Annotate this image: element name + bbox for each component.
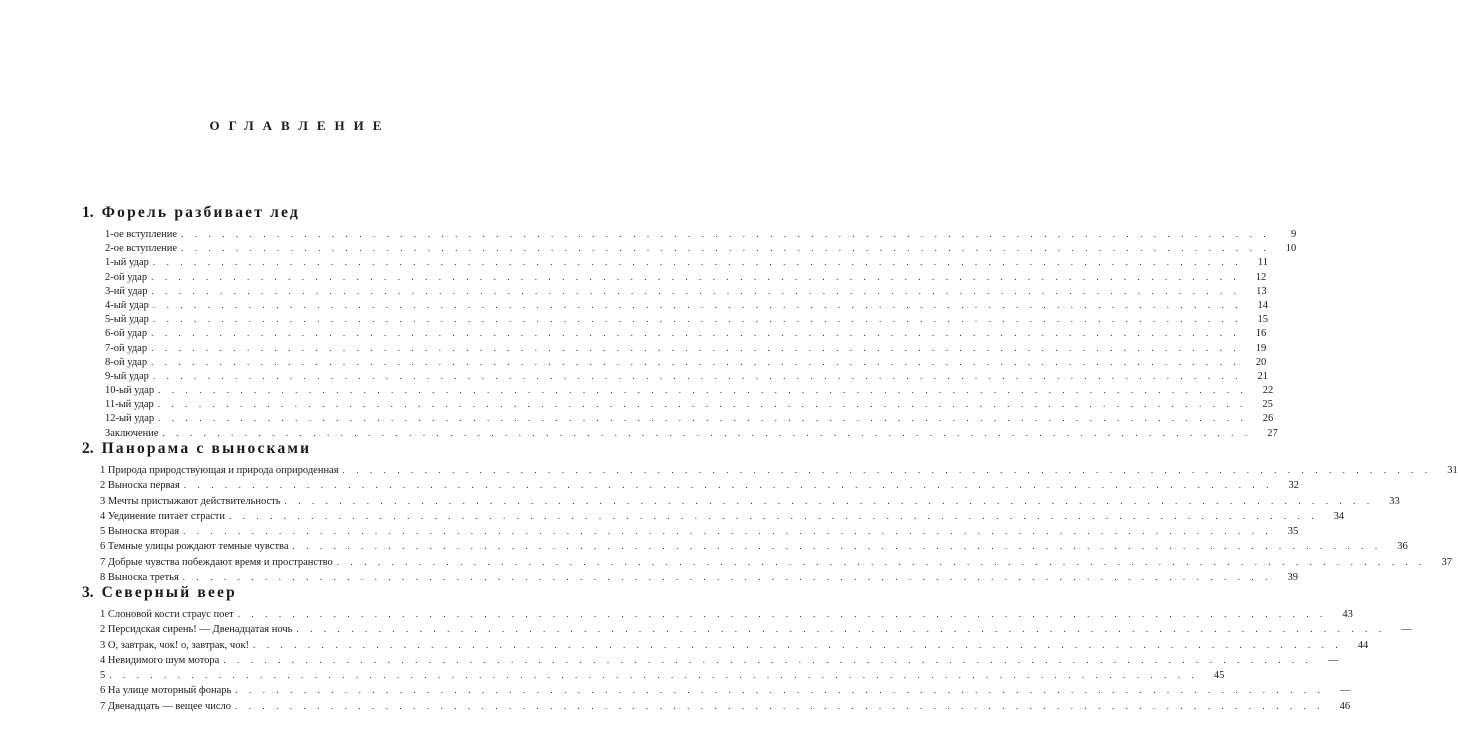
dot-leader: . . . . . . . . . . . . . . . . . . . . . . . . . . . . . . . . . . . . . . . . . . . . . . . . . . . . . . . . . . . . . . . . . . . . . . . . . . . . . . . . [253, 639, 1343, 650]
toc-entry[interactable] [105, 341, 1267, 355]
entry-page-number: 21 [1257, 370, 1269, 382]
dot-leader: . . . . . . . . . . . . . . . . . . . . . . . . . . . . . . . . . . . . . . . . . . . . . . . . . . . . . . . . . . . . . . . . . . . . . . . . . . . . . . . . [182, 572, 1272, 583]
section-entries [105, 227, 1297, 440]
toc-entry[interactable] [100, 699, 1351, 714]
toc-entry[interactable] [105, 326, 1267, 340]
toc-entry[interactable] [105, 383, 1274, 397]
entry-page-number: 27 [1267, 427, 1278, 439]
toc-entry[interactable] [100, 478, 1299, 493]
entry-page-number: 36 [1397, 541, 1408, 553]
entry-label: 7 Добрые чувства побеждают время и пространство [100, 556, 333, 568]
toc-entry[interactable] [100, 622, 1412, 637]
entry-page-number: 26 [1262, 413, 1274, 425]
dot-leader: . . . . . . . . . . . . . . . . . . . . . . . . . . . . . . . . . . . . . . . . . . . . . . . . . . . . . . . . . . . . . . . . . . . . . . . . . . . . . . . . [151, 328, 1241, 339]
entry-label: 8 Выноска третья [100, 572, 179, 584]
toc-entry[interactable] [100, 463, 1458, 478]
toc-entry[interactable] [105, 312, 1269, 326]
toc-entry[interactable] [100, 683, 1351, 698]
entry-page-number: 14 [1257, 299, 1269, 311]
section-heading [82, 582, 502, 604]
section-heading [82, 202, 502, 224]
dot-leader: . . . . . . . . . . . . . . . . . . . . . . . . . . . . . . . . . . . . . . . . . . . . . . . . . . . . . . . . . . . . . . . . . . . . . . . . . . . . . . . . [151, 285, 1241, 296]
toc-entry[interactable] [105, 369, 1269, 383]
entry-page-number: 31 [1447, 465, 1458, 476]
entry-label: 3 О, завтрак, чок! о, завтрак, чок! [100, 639, 250, 651]
entry-page-number: — [1339, 685, 1351, 697]
entry-label: 1 Слоновой кости страус поет [100, 609, 234, 620]
entry-page-number: 11 [1257, 257, 1269, 269]
entry-label: 6 Темные улицы рождают темные чувства [100, 541, 289, 553]
entry-label: 3-ий удар [105, 285, 148, 297]
dot-leader: . . . . . . . . . . . . . . . . . . . . . . . . . . . . . . . . . . . . . . . . . . . . . . . . . . . . . . . . . . . . . . . . . . . . . . . . . . . . . . . . [235, 700, 1325, 711]
entry-label: 7 Двенадцать — вещее число [100, 700, 231, 712]
dot-leader: . . . . . . . . . . . . . . . . . . . . . . . . . . . . . . . . . . . . . . . . . . . . . . . . . . . . . . . . . . . . . . . . . . . . . . . . . . . . . . . . [183, 480, 1273, 491]
entry-label: 5-ый удар [105, 314, 149, 326]
entry-page-number: 25 [1262, 399, 1273, 411]
dot-leader: . . . . . . . . . . . . . . . . . . . . . . . . . . . . . . . . . . . . . . . . . . . . . . . . . . . . . . . . . . . . . . . . . . . . . . . . . . . . . . . . [151, 271, 1241, 282]
section-number: 1. [82, 204, 94, 221]
section-title: Форель разбивает лед [101, 204, 300, 221]
section-number: 2. [82, 440, 94, 457]
entry-label: 5 Выноска вторая [100, 526, 180, 538]
section-number: 3. [82, 584, 94, 601]
dot-leader: . . . . . . . . . . . . . . . . . . . . . . . . . . . . . . . . . . . . . . . . . . . . . . . . . . . . . . . . . . . . . . . . . . . . . . . . . . . . . . . . [296, 624, 1386, 635]
entry-label: 4-ый удар [105, 299, 149, 311]
entry-page-number: 10 [1285, 243, 1297, 255]
entry-page-number: 45 [1213, 670, 1225, 682]
toc-entry[interactable] [100, 494, 1400, 509]
toc-entry[interactable] [105, 355, 1267, 369]
entry-label: 2 Выноска первая [100, 480, 180, 492]
entry-label: 2 Персидская сирень! — Двенадцатая ночь [100, 624, 293, 636]
entry-label: 11-ый удар [105, 399, 154, 411]
dot-leader: . . . . . . . . . . . . . . . . . . . . . . . . . . . . . . . . . . . . . . . . . . . . . . . . . . . . . . . . . . . . . . . . . . . . . . . . . . . . . . . . [228, 510, 1319, 521]
entry-label: 12-ый удар [105, 413, 155, 425]
section-entries [100, 607, 1412, 714]
dot-leader: . . . . . . . . . . . . . . . . . . . . . . . . . . . . . . . . . . . . . . . . . . . . . . . . . . . . . . . . . . . . . . . . . . . . . . . . . . . . . . . . [162, 427, 1252, 438]
entry-label: 1 Природа природствующая и природа оприроденная [100, 465, 339, 476]
entry-page-number: — [1401, 624, 1412, 636]
toc-entry[interactable] [100, 638, 1369, 653]
entry-label: 7-ой удар [105, 342, 148, 354]
entry-page-number: 20 [1255, 356, 1267, 368]
dot-leader: . . . . . . . . . . . . . . . . . . . . . . . . . . . . . . . . . . . . . . . . . . . . . . . . . . . . . . . . . . . . . . . . . . . . . . . . . . . . . . . . [152, 299, 1243, 310]
toc-entry[interactable] [105, 241, 1297, 255]
entry-page-number: 35 [1287, 526, 1299, 538]
toc-entry[interactable] [105, 255, 1269, 269]
section-entries [100, 463, 1458, 585]
dot-leader: . . . . . . . . . . . . . . . . . . . . . . . . . . . . . . . . . . . . . . . . . . . . . . . . . . . . . . . . . . . . . . . . . . . . . . . . . . . . . . . . [284, 495, 1374, 506]
entry-label: Заключение [105, 427, 159, 439]
entry-label: 9-ый удар [105, 370, 149, 382]
dot-leader: . . . . . . . . . . . . . . . . . . . . . . . . . . . . . . . . . . . . . . . . . . . . . . . . . . . . . . . . . . . . . . . . . . . . . . . . . . . . . . . . [181, 243, 1271, 254]
entry-page-number: 39 [1287, 572, 1298, 584]
section-title: Северный веер [101, 584, 237, 601]
toc-section [82, 202, 1297, 440]
entry-page-number: 34 [1333, 510, 1345, 522]
dot-leader: . . . . . . . . . . . . . . . . . . . . . . . . . . . . . . . . . . . . . . . . . . . . . . . . . . . . . . . . . . . . . . . . . . . . . . . . . . . . . . . . [183, 526, 1273, 537]
entry-page-number: 13 [1256, 285, 1267, 297]
entry-label: 10-ый удар [105, 385, 155, 397]
entry-page-number: 33 [1389, 495, 1400, 507]
toc-entry[interactable] [105, 298, 1269, 312]
entry-page-number: 12 [1255, 271, 1267, 283]
toc-entry[interactable] [100, 653, 1339, 668]
dot-leader: . . . . . . . . . . . . . . . . . . . . . . . . . . . . . . . . . . . . . . . . . . . . . . . . . . . . . . . . . . . . . . . . . . . . . . . . . . . . . . . . [151, 356, 1241, 367]
entry-page-number: 44 [1357, 639, 1369, 651]
toc-entry[interactable] [105, 227, 1297, 241]
entry-label: 6 На улице моторный фонарь [100, 685, 232, 697]
dot-leader: . . . . . . . . . . . . . . . . . . . . . . . . . . . . . . . . . . . . . . . . . . . . . . . . . . . . . . . . . . . . . . . . . . . . . . . . . . . . . . . . [181, 229, 1271, 239]
toc-entry[interactable] [105, 397, 1273, 411]
entry-page-number: 19 [1255, 342, 1267, 354]
toc-entry[interactable] [100, 555, 1452, 570]
entry-label: 5 [100, 670, 106, 682]
dot-leader: . . . . . . . . . . . . . . . . . . . . . . . . . . . . . . . . . . . . . . . . . . . . . . . . . . . . . . . . . . . . . . . . . . . . . . . . . . . . . . . . [152, 314, 1243, 325]
toc-entry[interactable] [105, 270, 1267, 284]
entry-label: 6-ой удар [105, 328, 148, 340]
dot-leader: . . . . . . . . . . . . . . . . . . . . . . . . . . . . . . . . . . . . . . . . . . . . . . . . . . . . . . . . . . . . . . . . . . . . . . . . . . . . . . . . [152, 370, 1243, 381]
dot-leader: . . . . . . . . . . . . . . . . . . . . . . . . . . . . . . . . . . . . . . . . . . . . . . . . . . . . . . . . . . . . . . . . . . . . . . . . . . . . . . . . [151, 342, 1241, 353]
entry-label: 4 Невидимого шум мотора [100, 654, 220, 666]
dot-leader: . . . . . . . . . . . . . . . . . . . . . . . . . . . . . . . . . . . . . . . . . . . . . . . . . . . . . . . . . . . . . . . . . . . . . . . . . . . . . . . . [235, 685, 1325, 696]
entry-page-number: 22 [1262, 385, 1274, 397]
dot-leader: . . . . . . . . . . . . . . . . . . . . . . . . . . . . . . . . . . . . . . . . . . . . . . . . . . . . . . . . . . . . . . . . . . . . . . . . . . . . . . . . [152, 257, 1243, 268]
entry-page-number: 15 [1257, 314, 1269, 326]
toc-section [82, 438, 1458, 585]
toc-entry[interactable] [105, 411, 1274, 425]
dot-leader: . . . . . . . . . . . . . . . . . . . . . . . . . . . . . . . . . . . . . . . . . . . . . . . . . . . . . . . . . . . . . . . . . . . . . . . . . . . . . . . . [158, 413, 1248, 424]
toc-section [82, 582, 1412, 714]
entry-page-number: 37 [1441, 556, 1452, 568]
toc-entry[interactable] [100, 524, 1299, 539]
section-title: Панорама с выносками [101, 440, 312, 457]
toc-title: ОГЛАВЛЕНИЕ [209, 118, 391, 133]
dot-leader: . . . . . . . . . . . . . . . . . . . . . . . . . . . . . . . . . . . . . . . . . . . . . . . . . . . . . . . . . . . . . . . . . . . . . . . . . . . . . . . . [292, 541, 1382, 552]
section-heading [82, 438, 502, 460]
entry-label: 2-ое вступление [105, 243, 178, 255]
toc-entry[interactable] [100, 607, 1353, 622]
entry-page-number: 46 [1339, 700, 1351, 712]
entry-label: 1-ый удар [105, 257, 149, 269]
dot-leader: . . . . . . . . . . . . . . . . . . . . . . . . . . . . . . . . . . . . . . . . . . . . . . . . . . . . . . . . . . . . . . . . . . . . . . . . . . . . . . . . [342, 465, 1432, 475]
entry-label: 8-ой удар [105, 356, 148, 368]
entry-page-number: 32 [1288, 480, 1299, 492]
entry-page-number: 43 [1342, 609, 1353, 620]
dot-leader: . . . . . . . . . . . . . . . . . . . . . . . . . . . . . . . . . . . . . . . . . . . . . . . . . . . . . . . . . . . . . . . . . . . . . . . . . . . . . . . . [336, 556, 1426, 567]
entry-label: 1-ое вступление [105, 229, 178, 240]
toc-entry[interactable] [100, 509, 1345, 524]
entry-label: 2-ой удар [105, 271, 148, 283]
dot-leader: . . . . . . . . . . . . . . . . . . . . . . . . . . . . . . . . . . . . . . . . . . . . . . . . . . . . . . . . . . . . . . . . . . . . . . . . . . . . . . . . [158, 385, 1248, 396]
dot-leader: . . . . . . . . . . . . . . . . . . . . . . . . . . . . . . . . . . . . . . . . . . . . . . . . . . . . . . . . . . . . . . . . . . . . . . . . . . . . . . . . [157, 399, 1247, 410]
toc-entry[interactable] [100, 539, 1408, 554]
dot-leader: . . . . . . . . . . . . . . . . . . . . . . . . . . . . . . . . . . . . . . . . . . . . . . . . . . . . . . . . . . . . . . . . . . . . . . . . . . . . . . . . [237, 609, 1327, 619]
toc-entry[interactable] [105, 284, 1267, 298]
entry-label: 4 Уединение питает страсти [100, 510, 225, 522]
entry-page-number: — [1327, 654, 1339, 666]
toc-entry[interactable] [100, 668, 1225, 683]
dot-leader: . . . . . . . . . . . . . . . . . . . . . . . . . . . . . . . . . . . . . . . . . . . . . . . . . . . . . . . . . . . . . . . . . . . . . . . . . . . . . . . . [109, 670, 1199, 681]
entry-label: 3 Мечты пристыжают действительность [100, 495, 281, 507]
entry-page-number: 16 [1255, 328, 1267, 340]
dot-leader: . . . . . . . . . . . . . . . . . . . . . . . . . . . . . . . . . . . . . . . . . . . . . . . . . . . . . . . . . . . . . . . . . . . . . . . . . . . . . . . . [223, 654, 1313, 665]
entry-page-number: 9 [1291, 229, 1297, 240]
